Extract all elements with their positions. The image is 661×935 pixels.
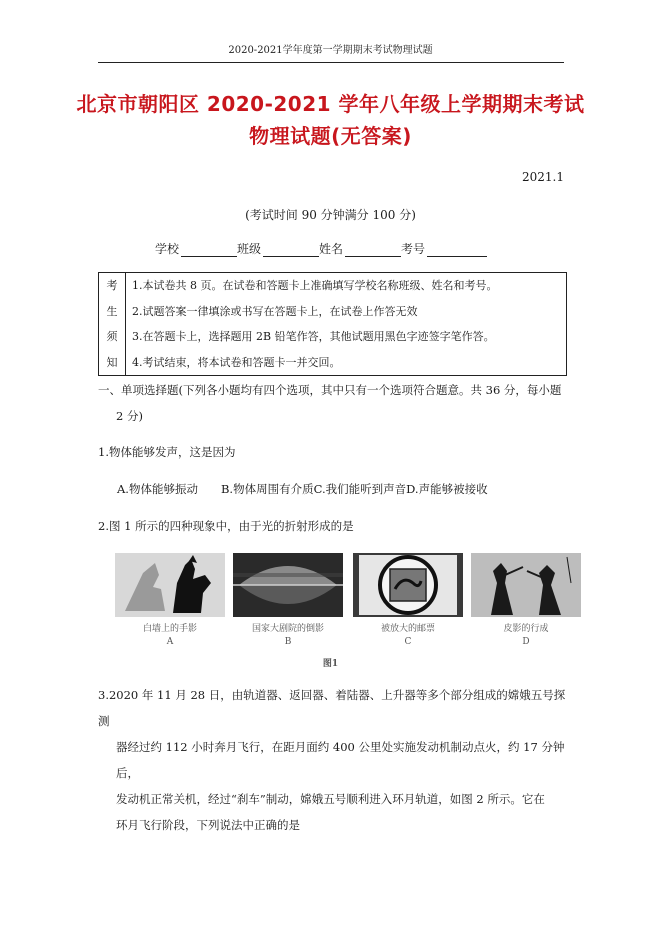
class-blank[interactable] <box>263 244 319 257</box>
instruction-item: 4.考试结束，将本试卷和答题卡一并交回。 <box>132 355 341 369</box>
document-title-line2: 物理试题(无答案) <box>249 124 412 148</box>
hand-shadow-icon <box>115 553 225 617</box>
label-char: 生 <box>106 304 118 318</box>
magnified-stamp-icon <box>353 553 463 617</box>
name-blank[interactable] <box>345 244 401 257</box>
figure-panel-a <box>115 553 225 647</box>
figure-caption: 被放大的邮票 <box>380 624 435 634</box>
field-label: 学校 <box>155 242 180 256</box>
label-char: 知 <box>106 355 118 369</box>
label-char: 考 <box>106 279 118 292</box>
field-class <box>237 240 319 257</box>
question-1-options: A.物体能够振动 B.物体周围有介质C.我们能听到声音D.声能够被接收 <box>117 482 488 496</box>
question-3-line: 环月飞行阶段，下列说法中正确的是 <box>116 818 300 832</box>
figure-title: 图1 <box>322 659 339 669</box>
figure-panel-c <box>353 553 463 647</box>
shadow-puppets-icon <box>471 553 581 617</box>
field-exam-number <box>401 240 487 257</box>
running-header: 2020-2021学年度第一学期期末考试物理试题 <box>228 45 433 56</box>
figure-letter: B <box>284 637 292 647</box>
theater-reflection-icon <box>233 553 343 617</box>
figure-letter: D <box>522 637 530 647</box>
field-school <box>155 240 237 257</box>
field-label: 姓名 <box>319 242 344 256</box>
instruction-item: 3.在答题卡上，选择题用 2B 铅笔作答，其他试题用黑色字迹签字笔作答。 <box>132 330 495 343</box>
instruction-item: 1.本试卷共 8 页。在试卷和答题卡上准确填写学校名称班级、姓名和考号。 <box>132 279 498 292</box>
exam-number-blank[interactable] <box>427 244 487 257</box>
student-info-fields <box>155 240 487 257</box>
figure-caption: 白墙上的手影 <box>142 624 197 634</box>
document-title-line1: 北京市朝阳区 2020-2021 学年八年级上学期期末考试 <box>76 92 585 116</box>
school-blank[interactable] <box>181 244 237 257</box>
exam-info: (考试时间 90 分钟满分 100 分) <box>245 208 416 222</box>
figure-panel-b <box>233 553 343 647</box>
question-3-line: 发动机正常关机，经过“刹车”制动，嫦娥五号顺利进入环月轨道，如图 2 所示。它在 <box>116 792 545 806</box>
instruction-item: 2.试题答案一律填涂或书写在答题卡上，在试卷上作答无效 <box>132 304 418 318</box>
question-3 <box>98 682 568 838</box>
field-name <box>319 240 401 257</box>
section-heading-line2: 2 分) <box>116 409 143 423</box>
section-heading-line1: 一、单项选择题(下列各小题均有四个选项，其中只有一个选项符合题意。共 36 分，每小题 <box>98 383 562 397</box>
figure-letter: A <box>166 637 174 647</box>
instructions-label <box>99 273 126 376</box>
header-rule <box>98 62 564 63</box>
instructions-table <box>98 272 567 376</box>
figure-letter: C <box>404 637 412 647</box>
instructions-body <box>126 273 567 376</box>
label-char: 须 <box>106 330 118 343</box>
exam-date: 2021.1 <box>522 170 564 184</box>
section-heading <box>98 377 568 429</box>
question-2-stem: 2.图 1 所示的四种现象中，由于光的折射形成的是 <box>98 519 354 533</box>
figure-caption: 皮影的行成 <box>503 624 549 634</box>
question-3-line: 器经过约 112 小时奔月飞行，在距月面约 400 公里处实施发动机制动点火，约 17 分钟后， <box>116 740 565 780</box>
question-1-stem: 1.物体能够发声，这是因为 <box>98 445 236 459</box>
question-3-line: 3.2020 年 11 月 28 日，由轨道器、返回器、着陆器、上升器等多个部分组成的嫦娥五号探测 <box>98 688 566 728</box>
figure-caption: 国家大剧院的倒影 <box>251 624 324 634</box>
figure-1 <box>115 553 555 671</box>
field-label: 班级 <box>237 242 262 256</box>
field-label: 考号 <box>401 242 426 256</box>
figure-panel-d <box>471 553 581 647</box>
